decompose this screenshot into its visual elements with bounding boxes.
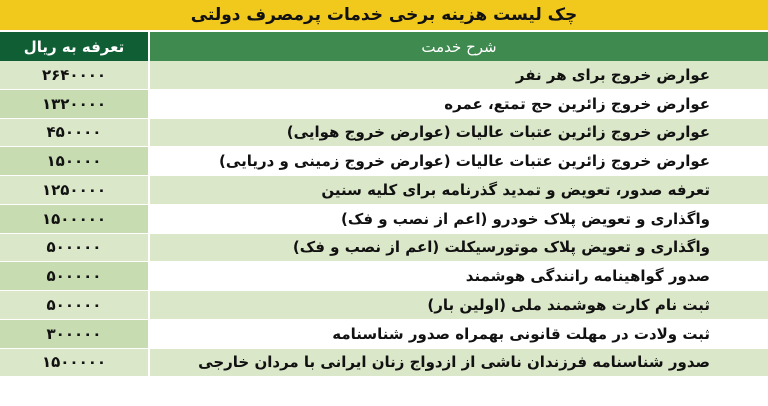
- fee-cell: ۵۰۰۰۰۰: [0, 291, 150, 319]
- table-row: [0, 349, 768, 378]
- fee-cell: ۱۵۰۰۰۰: [0, 147, 150, 175]
- fee-cell: ۳۰۰۰۰۰: [0, 320, 150, 348]
- table-row: [0, 234, 768, 263]
- fee-cell: ۵۰۰۰۰۰: [0, 234, 150, 262]
- table-row: [0, 205, 768, 234]
- description-cell: صدور گواهینامه رانندگی هوشمند: [150, 262, 768, 290]
- description-cell: صدور شناسنامه فرزندان ناشی از ازدواج زنان ایرانی با مردان خارجی: [150, 349, 768, 377]
- description-cell: واگذاری و تعویض پلاک خودرو (اعم از نصب و فک): [150, 205, 768, 233]
- description-column-header: شرح خدمت: [150, 32, 768, 61]
- table-row: [0, 90, 768, 119]
- fee-cell: ۱۳۲۰۰۰۰: [0, 90, 150, 118]
- table-row: [0, 147, 768, 176]
- fee-cell: ۱۵۰۰۰۰۰: [0, 349, 150, 377]
- description-cell: عوارض خروج برای هر نفر: [150, 61, 768, 89]
- description-cell: واگذاری و تعویض پلاک موتورسیکلت (اعم از نصب و فک): [150, 234, 768, 262]
- table-header-row: [0, 32, 768, 61]
- table-title: چک لیست هزینه برخی خدمات پرمصرف دولتی: [0, 0, 768, 32]
- table-row: [0, 262, 768, 291]
- fee-cell: ۲۶۴۰۰۰۰: [0, 61, 150, 89]
- description-cell: ثبت ولادت در مهلت قانونی بهمراه صدور شناسنامه: [150, 320, 768, 348]
- fee-cell: ۱۵۰۰۰۰۰: [0, 205, 150, 233]
- fee-cell: ۴۵۰۰۰۰: [0, 119, 150, 147]
- fee-cell: ۵۰۰۰۰۰: [0, 262, 150, 290]
- description-cell: عوارض خروج زائرین عتبات عالیات (عوارض خروج زمینی و دریایی): [150, 147, 768, 175]
- table-row: [0, 61, 768, 90]
- fee-column-header: تعرفه به ریال: [0, 32, 150, 61]
- table-body: [0, 61, 768, 377]
- description-cell: عوارض خروج زائرین حج تمتع، عمره: [150, 90, 768, 118]
- table-row: [0, 176, 768, 205]
- table-row: [0, 119, 768, 148]
- description-cell: تعرفه صدور، تعویض و تمدید گذرنامه برای کلیه سنین: [150, 176, 768, 204]
- table-row: [0, 320, 768, 349]
- table-row: [0, 291, 768, 320]
- description-cell: عوارض خروج زائرین عتبات عالیات (عوارض خروج هوایی): [150, 119, 768, 147]
- fee-cell: ۱۲۵۰۰۰۰: [0, 176, 150, 204]
- description-cell: ثبت نام کارت هوشمند ملی (اولین بار): [150, 291, 768, 319]
